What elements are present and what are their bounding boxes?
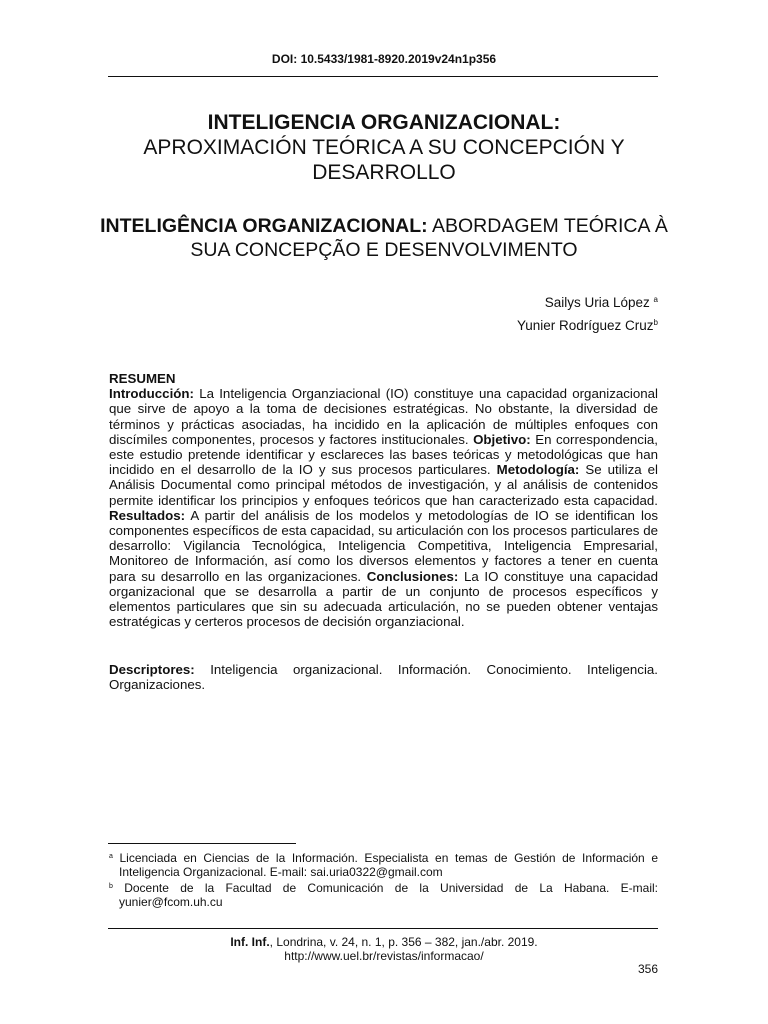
intro-label: Introducción: xyxy=(109,386,194,402)
citation-line xyxy=(0,935,768,949)
methodology-label: Metodología: xyxy=(496,462,580,478)
footnotes xyxy=(109,850,658,910)
footnote-item xyxy=(109,850,658,880)
author-list xyxy=(517,290,658,336)
keywords-text: Inteligencia organizacional. Información. Conocimiento. Inteligencia. Organizaciones. xyxy=(109,662,658,693)
title-spanish xyxy=(100,110,668,185)
results-label: Resultados: xyxy=(109,507,186,523)
doi-line: DOI: 10.5433/1981-8920.2019v24n1p356 xyxy=(271,52,497,66)
author-affiliation-mark: a xyxy=(653,295,658,304)
author-item xyxy=(517,290,658,313)
title-spanish-bold: INTELIGENCIA ORGANIZACIONAL: xyxy=(207,111,561,134)
footnote-mark: a xyxy=(109,853,113,860)
footer-rule xyxy=(108,928,658,929)
conclusions-label: Conclusiones: xyxy=(366,568,459,584)
title-portuguese-bold: INTELIGÊNCIA ORGANIZACIONAL: xyxy=(100,215,428,237)
abstract-heading: RESUMEN xyxy=(109,371,176,386)
title-portuguese-rest: ABORDAGEM TEÓRICA À SUA CONCEPÇÃO E DESENVOLVIMENTO xyxy=(190,215,668,261)
footnote-rule xyxy=(108,843,296,844)
footnote-text: Licenciada en Ciencias de la Información. Especialista en temas de Gestión de Información e Inteligencia Organizacional. E-mail: sai.uria0322@gmail.com xyxy=(112,851,658,880)
author-name: Yunier Rodríguez Cruz xyxy=(516,318,654,333)
footnote-mark: b xyxy=(109,882,113,890)
page-number: 356 xyxy=(637,962,658,976)
author-affiliation-mark: b xyxy=(653,318,658,327)
abstract xyxy=(109,371,658,629)
title-spanish-rest: APROXIMACIÓN TEÓRICA A SU CONCEPCIÓN Y DESARROLLO xyxy=(143,136,625,184)
objective-label: Objetivo: xyxy=(473,431,531,447)
keywords xyxy=(109,662,658,692)
conclusions-text: La IO constituye una capacidad organizacional que se desarrolla a partir de un conjunto de procesos específicos y elementos particulares que sin su adecuada articulación, no se pueden obtener ventajas estratégicas y certeros procesos de decisión organziacional. xyxy=(109,568,658,630)
objective-text: En correspondencia, este estudio pretende identificar y esclareces las bases teóricas y metodológicas que han incidido en el desarrollo de la IO y sus procesos particulares. xyxy=(109,431,658,478)
header-rule xyxy=(108,76,658,77)
journal-name: Inf. Inf. xyxy=(230,935,270,949)
results-text: A partir del análisis de los modelos y metodologías de IO se identifican los componentes específicos de esta capacidad, su articulación con los procesos particulares de desarrollo: Vigilancia Tecnológica, Inteligencia Competitiva, Inteligencia Empresarial, Monitoreo de Información, así como los diversos elementos y factores a tener en cuenta para su desarrollo en las organizaciones. xyxy=(109,507,658,584)
author-item xyxy=(517,313,658,336)
methodology-text: Se utiliza el Análisis Documental como principal métodos de investigación, y al análisis de contenidos permite identificar los principios y enfoques teóricos que han caracterizado esta capacidad. xyxy=(109,462,658,508)
keywords-label: Descriptores: xyxy=(109,662,195,677)
citation-details: , Londrina, v. 24, n. 1, p. 356 – 382, jan./abr. 2019. xyxy=(269,935,538,949)
journal-url[interactable]: http://www.uel.br/revistas/informacao/ xyxy=(284,949,484,963)
footnote-text: Docente de la Facultad de Comunicación de la Universidad de La Habana. E-mail: yunier@fcom.uh.cu xyxy=(112,880,658,910)
footnote-item xyxy=(109,880,658,910)
title-portuguese xyxy=(100,214,668,262)
author-name: Sailys Uria López xyxy=(544,295,650,310)
journal-citation xyxy=(0,935,768,963)
abstract-body xyxy=(109,386,658,629)
intro-text: La Inteligencia Organziacional (IO) constituye una capacidad organizacional que sirve de apoyo a la toma de decisiones estratégicas. No obstante, la diversidad de términos y prácticas asociadas, ha incidido en la aplicación de múltiples enfoques con discímiles componentes, procesos y factores institucionales. xyxy=(109,386,658,447)
